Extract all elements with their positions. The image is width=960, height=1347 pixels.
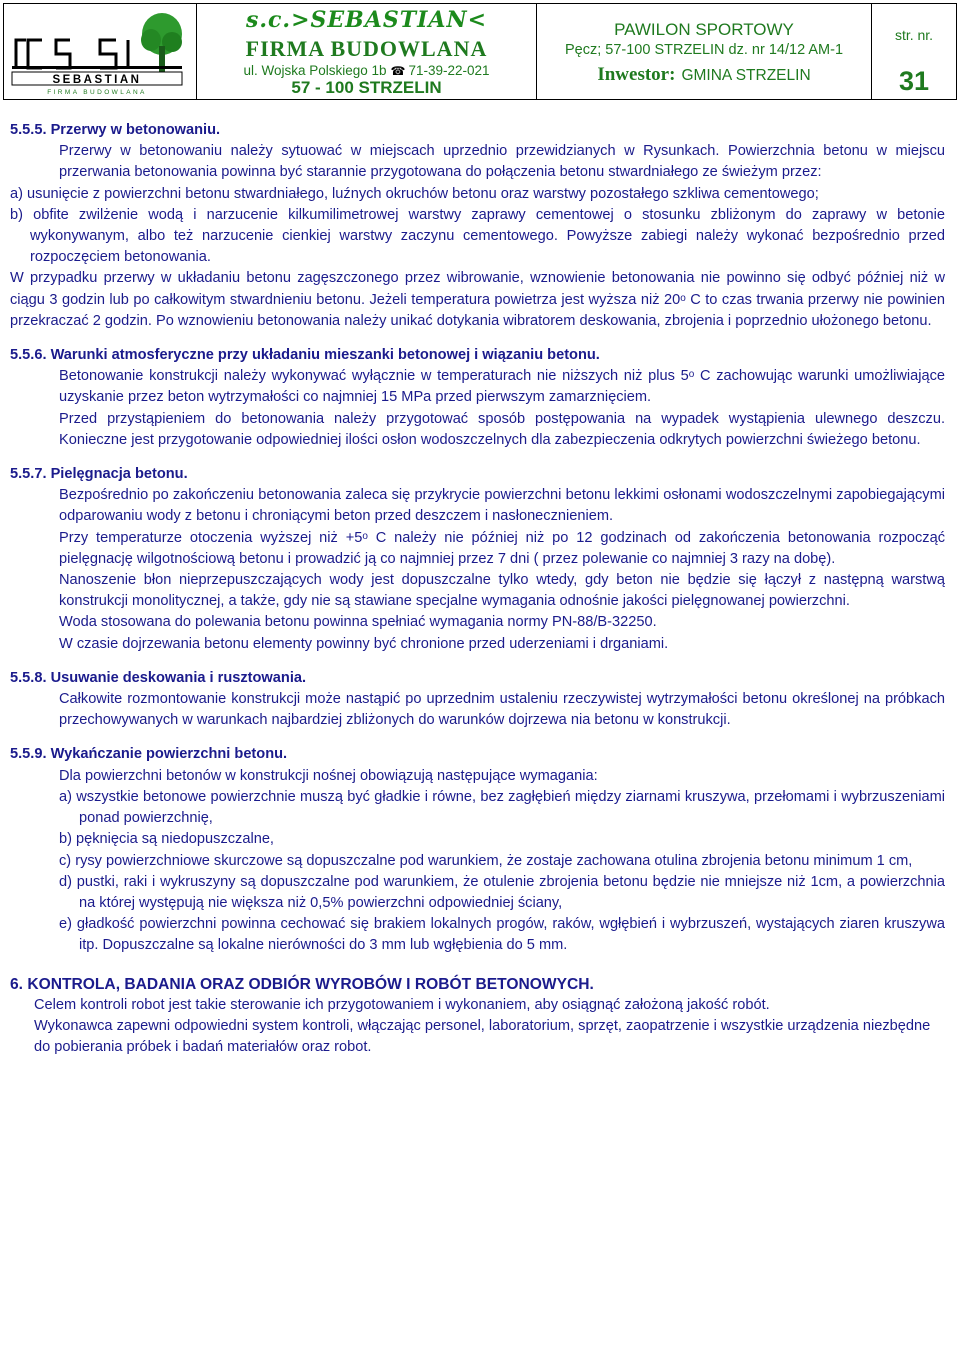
paragraph: Przerwy w betonowaniu należy sytuować w miejscach uprzednio przewidzianych w Rysunkach. Powierzchnia betonu w miejscu przerwania betonowania powinna być starannie przygotowana do połączenia betonu stwardniałego ze świeżym przez: [59, 143, 945, 181]
paragraph: Bezpośrednio po zakończeniu betonowania zaleca się przykrycie powierzchni betonu lekkimi osłonami wodoszczelnymi zapobiegającymi odparowaniu wody z betonu i chroniącymi beton przed deszczem i nasłonecznieniem. [59, 487, 945, 525]
section-title: Warunki atmosferyczne przy układaniu mieszanki betonowej i wiązaniu betonu. [50, 347, 600, 364]
firm-phone: 71-39-22-021 [408, 63, 490, 78]
section-heading [10, 464, 945, 485]
section-body [10, 485, 945, 655]
project-cell [537, 4, 872, 99]
firm-address-line [197, 63, 536, 78]
section-5-5-8 [10, 668, 945, 732]
paragraph: Woda stosowana do polewania betonu powinna spełniać wymagania normy PN-88/B-32250. [59, 614, 657, 631]
list-item: c) rysy powierzchniowe skurczowe są dopuszczalne pod warunkiem, że zostaje zachowana otulina zbrojenia betonu minimum 1 cm, [59, 852, 913, 869]
page-number: 31 [898, 66, 930, 96]
paragraph [10, 268, 945, 332]
document-body [10, 120, 945, 1058]
list-item: d) pustki, raki i wykruszyny są dopuszczalne pod warunkiem, że otulenie zbrojenia betonu będzie nie mniejsze niż 1cm, a powierzchnia na której występują nie większa niż 0,5% powierzchni odpowiedniej ściany, [59, 873, 945, 911]
text-run: Betonowanie konstrukcji należy wykonywać wyłącznie w temperaturach nie niższych niż plus 5 [59, 368, 689, 385]
paragraph: Nanoszenie błon nieprzepuszczających wody jest dopuszczalne tylko wtedy, gdy beton nie będzie się łączył z następną warstwą konstrukcji monolitycznej, a także, gdy nie są stawiane specjalne wymagania odnośnie jakości pielęgnowanej powierzchni. [59, 572, 945, 610]
section-5-5-7 [10, 464, 945, 655]
page-label: str. nr. [894, 27, 934, 43]
section-body [10, 141, 945, 183]
firm-cell [197, 4, 537, 99]
text-run: Przy temperaturze otoczenia wyższej niż +5 [59, 529, 363, 546]
company-logo-icon [8, 10, 192, 96]
section-number: 5.5.8. [10, 669, 47, 686]
firm-name: FIRMA BUDOWLANA [245, 36, 488, 61]
text-run: C to czas trwania przerwy nie powinien przekraczać 2 godzin. Po wznowieniu betonowania należy unikać dotykania wibratorem deskowania, zbrojenia i poprzednio ułożonego betonu. [10, 291, 945, 329]
phone-icon: ☎ [390, 64, 406, 78]
investor-label: Inwestor: [597, 64, 676, 85]
project-investor [537, 64, 871, 86]
paragraph: Całkowite rozmontowanie konstrukcji może nastąpić po uprzednim ustaleniu rzeczywistej wytrzymałości betonu określonej na próbkach przechowywanych w warunkach najbardziej zbliżonych do warunków dojrzewa nia betonu w konstrukcji. [59, 691, 945, 729]
section-number: 5.5.9. [10, 746, 47, 763]
section-body [10, 689, 945, 731]
svg-text:FIRMA BUDOWLANA: FIRMA BUDOWLANA [47, 89, 147, 96]
degree-superscript: o [680, 292, 686, 304]
section-heading: 5.5.5. Przerwy w betonowaniu. [10, 122, 221, 138]
section-5-5-5 [10, 120, 945, 332]
chapter-body [10, 995, 945, 1059]
logo-cell [4, 4, 197, 99]
section-title: Usuwanie deskowania i rusztowania. [50, 669, 307, 686]
list-item: b) obfite zwilżenie wodą i narzucenie kilkumilimetrowej warstwy zaprawy cementowej o stosunku zbliżonym do zaprawy w betonie wykonywanym, albo też narzucenie cienkiej warstwy zaczynu cementowego. Powyższe zabiegi należy wykonać bezpośrednio przed rozpoczęciem betonowania. [10, 206, 945, 266]
degree-superscript: o [362, 530, 368, 542]
firm-address: ul. Wojska Polskiego 1b [243, 63, 387, 78]
text-run: W przypadku przerwy w układaniu betonu zagęszczonego przez wibrowanie, wznowienie betonowania nie powinno się odbyć później niż w ciągu 3 godzin lub po całkowitym stwardnieniu betonu. Jeżeli temperatura powietrza jest wyższa niż 20 [10, 270, 945, 308]
project-address: Pęcz; 57-100 STRZELIN dz. nr 14/12 AM-1 [564, 42, 844, 58]
degree-superscript: o [688, 369, 695, 381]
text-run: C zachowując warunki umożliwiające uzyskanie przez beton wytrzymałości co najmniej 15 MPa przed pierwszym zamarznięciem. [59, 368, 945, 406]
firm-script-name: s.c.>SEBASTIAN< [245, 7, 487, 33]
firm-city: 57 - 100 STRZELIN [291, 78, 442, 97]
paragraph [59, 366, 945, 408]
list-item: b) pęknięcia są niedopuszczalne, [59, 831, 274, 848]
section-title: Wykańczanie powierzchni betonu. [50, 746, 288, 763]
paragraph: W czasie dojrzewania betonu elementy powinny być chronione przed uderzeniami i drganiami. [59, 635, 669, 652]
section-5-5-6 [10, 345, 945, 451]
paragraph: Wykonawca zapewni odpowiedni system kontroli, włączając personel, laboratorium, sprzęt, zaopatrzenie i wszystkie urządzenia niezbędne do pobierania próbek i badań materiałów oraz robot. [34, 1017, 931, 1056]
project-title: PAWILON SPORTOWY [614, 20, 794, 39]
section-title: Pielęgnacja betonu. [50, 466, 188, 483]
section-heading [10, 345, 945, 366]
section-5-5-9 [10, 744, 945, 956]
list-item: a) wszystkie betonowe powierzchnie muszą być gładkie i równe, bez zagłębień między ziarnami kruszywa, przełomami i wybrzuszeniami ponad powierzchnię, [59, 788, 945, 827]
paragraph: Dla powierzchni betonów w konstrukcji nośnej obowiązują następujące wymagania: [59, 767, 598, 784]
paragraph: Celem kontroli robot jest takie sterowanie ich przygotowaniem i wykonaniem, aby osiągnąć założoną jakość robót. [34, 996, 770, 1013]
chapter-heading: 6. KONTROLA, BADANIA ORAZ ODBIÓR WYROBÓW I ROBÓT BETONOWYCH. [10, 975, 594, 993]
section-body [10, 766, 945, 957]
page-header [3, 3, 957, 100]
section-body [10, 184, 945, 332]
section-number: 5.5.6. [10, 347, 47, 364]
paragraph [59, 528, 945, 570]
investor-value: GMINA STRZELIN [681, 67, 811, 84]
section-body [10, 366, 945, 451]
svg-text:SEBASTIAN: SEBASTIAN [52, 74, 142, 86]
section-number: 5.5.7. [10, 466, 47, 483]
list-item: e) gładkość powierzchni powinna cechować się brakiem lokalnych progów, raków, wgłębień i wybrzuszeń, wystających ziaren kruszywa itp. Dopuszczalne są lokalne nierówności do 3 mm lub wgłębienia do 5 mm. [59, 916, 945, 954]
list-item: a) usunięcie z powierzchni betonu stwardniałego, luźnych okruchów betonu oraz warstwy pozostałego szkliwa cementowego; [10, 185, 819, 202]
section-heading [10, 744, 945, 765]
page-number-cell [872, 4, 956, 99]
section-heading [10, 668, 945, 689]
paragraph: Przed przystąpieniem do betonowania należy przygotować sposób postępowania na wypadek wystąpienia ulewnego deszczu. Konieczne jest przygotowanie odpowiedniej ilości osłon wodoszczelnych dla zabezpieczenia odkrytych powierzchni świeżego betonu. [59, 410, 945, 448]
text-run: C należy nie później niż po 12 godzinach od zakończenia betonowania rozpocząć pielęgnację wilgotnościową betonu i prowadzić ją co najmniej przez 7 dni ( przez polewanie co najmniej 3 razy na dobę). [59, 529, 945, 567]
